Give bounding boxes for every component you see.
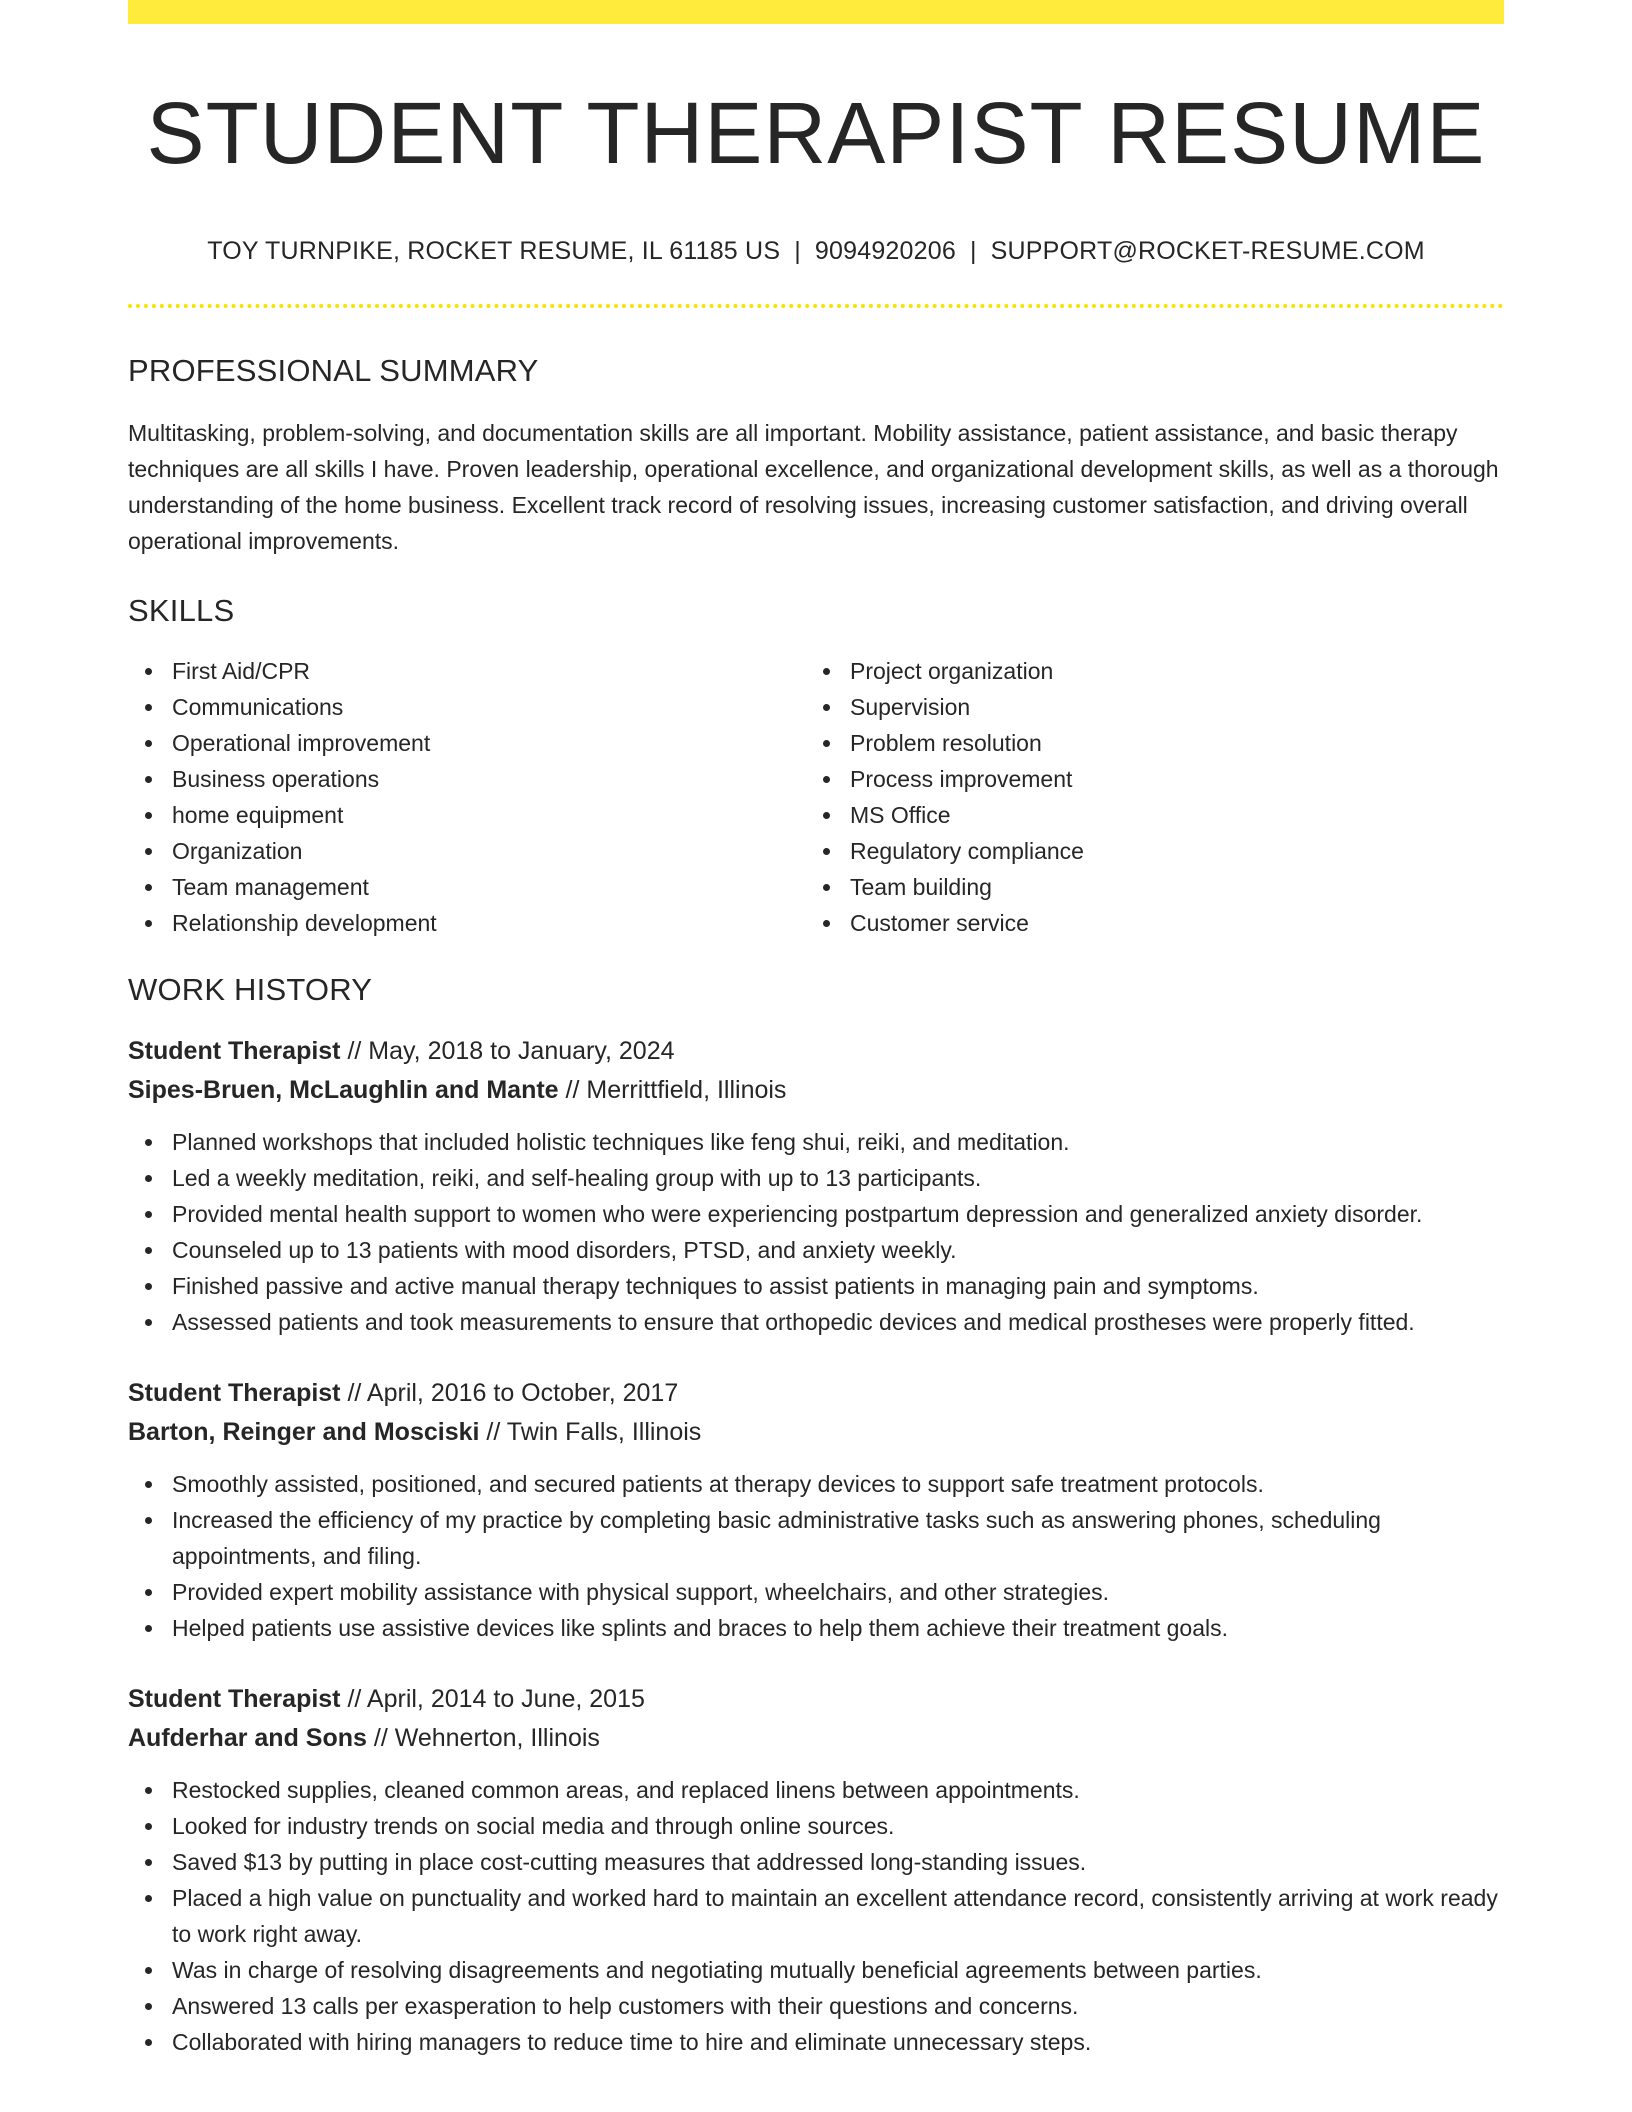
summary-text: Multitasking, problem-solving, and documentation skills are all important. Mobility assistance, patient assistance, and basic therapy techniques are all skills I have. Proven leadership, operational excellence, and organizational development skills, as well as a thorough understanding of the home business. Excellent track record of resolving issues, increasing customer satisfaction, and driving overall operational improvements. — [128, 419, 1499, 554]
skill-item: Communications — [128, 689, 806, 725]
contact-separator: | — [969, 237, 977, 266]
job-bullets — [128, 1124, 1504, 1340]
job-location: // Wehnerton, Illinois — [366, 1723, 600, 1752]
skill-item: Regulatory compliance — [806, 833, 1484, 869]
skill-item: home equipment — [128, 797, 806, 833]
job-bullet: Placed a high value on punctuality and worked hard to maintain an excellent attendance record, consistently arriving at work ready to work right away. — [128, 1880, 1504, 1952]
skill-item: Team building — [806, 869, 1484, 905]
dotted-divider — [128, 304, 1504, 308]
skills-column-left — [128, 653, 806, 941]
skills-grid — [128, 653, 1504, 941]
job-bullet: Planned workshops that included holistic techniques like feng shui, reiki, and meditation. — [128, 1124, 1504, 1160]
skills-heading: SKILLS — [128, 592, 235, 628]
skill-item: MS Office — [806, 797, 1484, 833]
contact-email: SUPPORT@ROCKET-RESUME.COM — [990, 237, 1425, 266]
job-title: Student Therapist — [128, 1378, 341, 1407]
contact-line — [128, 236, 1504, 266]
job-bullet: Was in charge of resolving disagreements and negotiating mutually beneficial agreements between parties. — [128, 1952, 1504, 1988]
skill-item: First Aid/CPR — [128, 653, 806, 689]
summary-heading: PROFESSIONAL SUMMARY — [128, 353, 539, 389]
job-bullet: Helped patients use assistive devices like splints and braces to help them achieve their treatment goals. — [128, 1610, 1504, 1646]
job-company-line — [128, 1719, 1504, 1758]
accent-bar — [128, 0, 1504, 24]
job-dates: // May, 2018 to January, 2024 — [340, 1036, 675, 1065]
job-dates: // April, 2016 to October, 2017 — [340, 1378, 679, 1407]
job-company: Barton, Reinger and Mosciski — [128, 1417, 480, 1446]
job-dates: // April, 2014 to June, 2015 — [340, 1684, 645, 1713]
job-bullet: Provided expert mobility assistance with physical support, wheelchairs, and other strategies. — [128, 1574, 1504, 1610]
job-entry — [128, 1374, 1504, 1646]
job-location: // Twin Falls, Illinois — [479, 1417, 702, 1446]
skill-item: Problem resolution — [806, 725, 1484, 761]
job-title-line — [128, 1680, 1504, 1719]
contact-phone: 9094920206 — [814, 237, 956, 266]
job-bullets — [128, 1466, 1504, 1646]
job-title: Student Therapist — [128, 1684, 341, 1713]
work-history-heading: WORK HISTORY — [128, 971, 373, 1007]
skill-item: Team management — [128, 869, 806, 905]
contact-separator: | — [794, 237, 801, 266]
job-title-line — [128, 1374, 1504, 1413]
skill-item: Organization — [128, 833, 806, 869]
job-location: // Merrittfield, Illinois — [558, 1075, 787, 1104]
job-company-line — [128, 1071, 1504, 1110]
job-bullet: Counseled up to 13 patients with mood disorders, PTSD, and anxiety weekly. — [128, 1232, 1504, 1268]
job-bullet: Provided mental health support to women who were experiencing postpartum depression and generalized anxiety disorder. — [128, 1196, 1504, 1232]
skill-item: Supervision — [806, 689, 1484, 725]
job-bullet: Saved $13 by putting in place cost-cutting measures that addressed long-standing issues. — [128, 1844, 1504, 1880]
job-company: Sipes-Bruen, McLaughlin and Mante — [128, 1075, 559, 1104]
resume-title: STUDENT THERAPIST RESUME — [146, 85, 1486, 182]
job-bullet: Led a weekly meditation, reiki, and self-healing group with up to 13 participants. — [128, 1160, 1504, 1196]
skill-item: Operational improvement — [128, 725, 806, 761]
resume-page — [128, 0, 1504, 2060]
job-bullet: Assessed patients and took measurements to ensure that orthopedic devices and medical prostheses were properly fitted. — [128, 1304, 1504, 1340]
job-bullet: Answered 13 calls per exasperation to help customers with their questions and concerns. — [128, 1988, 1504, 2024]
job-title: Student Therapist — [128, 1036, 341, 1065]
skill-item: Relationship development — [128, 905, 806, 941]
skill-item: Customer service — [806, 905, 1484, 941]
job-company: Aufderhar and Sons — [128, 1723, 367, 1752]
skill-item: Process improvement — [806, 761, 1484, 797]
skills-column-right — [806, 653, 1484, 941]
job-bullet: Finished passive and active manual therapy techniques to assist patients in managing pain and symptoms. — [128, 1268, 1504, 1304]
job-bullet: Collaborated with hiring managers to reduce time to hire and eliminate unnecessary steps. — [128, 2024, 1504, 2060]
skill-item: Project organization — [806, 653, 1484, 689]
job-bullet: Restocked supplies, cleaned common areas, and replaced linens between appointments. — [128, 1772, 1504, 1808]
job-bullets — [128, 1772, 1504, 2060]
job-entry — [128, 1680, 1504, 2060]
job-entry — [128, 1032, 1504, 1340]
skill-item: Business operations — [128, 761, 806, 797]
job-bullet: Looked for industry trends on social media and through online sources. — [128, 1808, 1504, 1844]
job-bullet: Smoothly assisted, positioned, and secured patients at therapy devices to support safe treatment protocols. — [128, 1466, 1504, 1502]
job-company-line — [128, 1413, 1504, 1452]
job-bullet: Increased the efficiency of my practice by completing basic administrative tasks such as answering phones, scheduling appointments, and filing. — [128, 1502, 1504, 1574]
job-title-line — [128, 1032, 1504, 1071]
contact-address: TOY TURNPIKE, ROCKET RESUME, IL 61185 US — [207, 237, 781, 266]
